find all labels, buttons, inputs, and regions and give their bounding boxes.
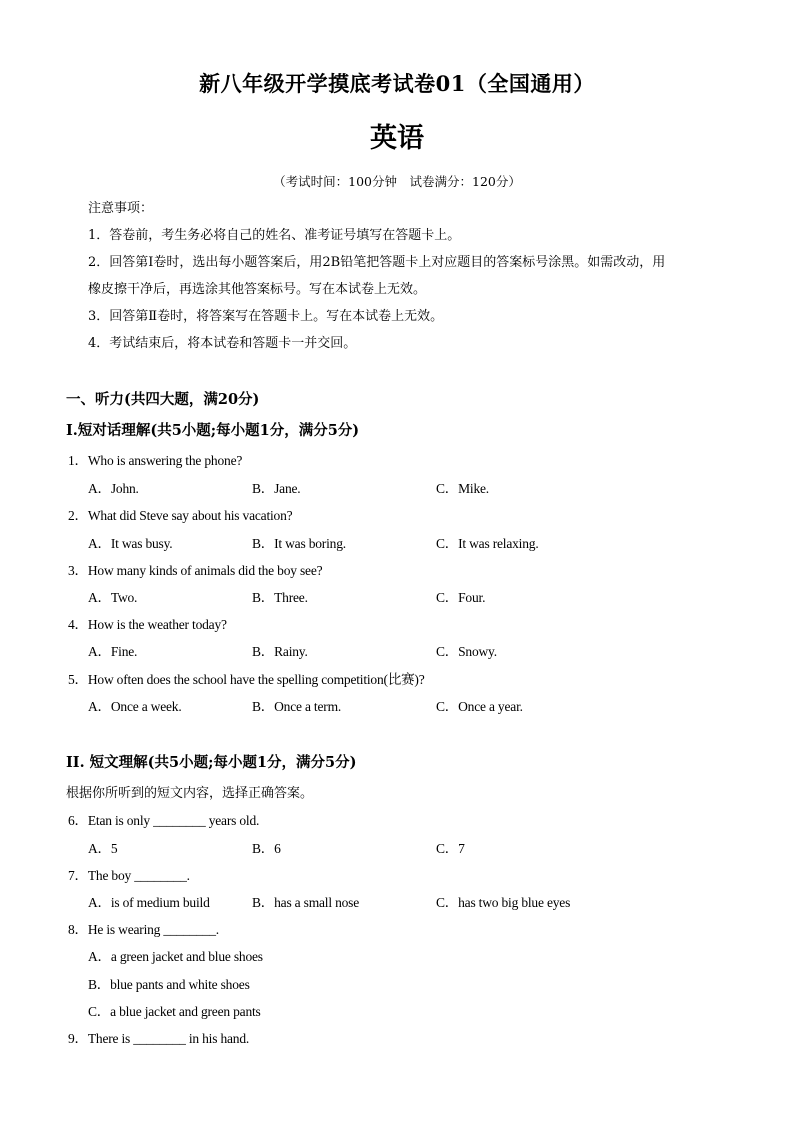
- option-5c: C．Once a year.: [436, 699, 523, 714]
- note-item-2-cont: 橡皮擦干净后，再选涂其他答案标号。写在本试卷上无效。: [88, 282, 427, 297]
- question-3: 3．How many kinds of animals did the boy see?: [68, 563, 323, 578]
- note-item-3: 3．回答第Ⅱ卷时，将答案写在答题卡上。写在本试卷上无效。: [88, 309, 444, 324]
- question-7: 7．The boy ________.: [68, 868, 190, 883]
- exam-title: 新八年级开学摸底考试卷01（全国通用）: [199, 71, 595, 96]
- option-1c: C．Mike.: [436, 481, 489, 496]
- option-7b: B．has a small nose: [252, 895, 360, 910]
- option-8b: B．blue pants and white shoes: [88, 977, 250, 992]
- option-8c: C．a blue jacket and green pants: [88, 1004, 261, 1019]
- question-6: 6．Etan is only ________ years old.: [68, 813, 260, 828]
- option-3a: A．Two.: [88, 590, 138, 605]
- option-6a: A．5: [88, 841, 118, 856]
- question-2: 2．What did Steve say about his vacation?: [68, 508, 293, 523]
- option-2c: C．It was relaxing.: [436, 536, 539, 551]
- option-4a: A．Fine.: [88, 644, 138, 659]
- option-8a: A．a green jacket and blue shoes: [88, 949, 263, 964]
- note-item-1: 1．答卷前，考生务必将自己的姓名、准考证号填写在答题卡上。: [88, 228, 461, 243]
- part1-heading: Ⅰ.短对话理解(共5小题;每小题1分，满分5分): [66, 422, 360, 439]
- subject-title: 英语: [370, 123, 424, 154]
- option-2a: A．It was busy.: [88, 536, 173, 551]
- option-3b: B．Three.: [252, 590, 308, 605]
- note-item-2: 2．回答第Ⅰ卷时，选出每小题答案后，用2B铅笔把答题卡上对应题目的答案标号涂黑。如需改动，用: [88, 255, 666, 270]
- notes-heading: 注意事项：: [88, 201, 154, 216]
- option-5a: A．Once a week.: [88, 699, 182, 714]
- question-4: 4．How is the weather today?: [68, 617, 227, 632]
- option-4b: B．Rainy.: [252, 644, 308, 659]
- exam-info: （考试时间：100分钟 试卷满分：120分）: [273, 174, 521, 189]
- question-5: 5．How often does the school have the spelling competition(比赛)?: [68, 672, 425, 687]
- option-1b: B．Jane.: [252, 481, 301, 496]
- option-6b: B．6: [252, 841, 281, 856]
- note-item-4: 4．考试结束后，将本试卷和答题卡一并交回。: [88, 336, 357, 351]
- option-7c: C．has two big blue eyes: [436, 895, 571, 910]
- question-1: 1．Who is answering the phone?: [68, 453, 243, 468]
- option-2b: B．It was boring.: [252, 536, 346, 551]
- question-9: 9．There is ________ in his hand.: [68, 1031, 250, 1046]
- question-8: 8．He is wearing ________.: [68, 922, 219, 937]
- option-5b: B．Once a term.: [252, 699, 342, 714]
- option-3c: C．Four.: [436, 590, 486, 605]
- part2-instruction: 根据你所听到的短文内容，选择正确答案。: [66, 786, 314, 801]
- option-7a: A．is of medium build: [88, 895, 210, 910]
- part2-heading: II. 短文理解(共5小题;每小题1分，满分5分): [66, 754, 357, 771]
- option-1a: A．John.: [88, 481, 139, 496]
- section-heading: 一、听力(共四大题，满20分): [66, 391, 260, 408]
- option-4c: C．Snowy.: [436, 644, 497, 659]
- option-6c: C．7: [436, 841, 465, 856]
